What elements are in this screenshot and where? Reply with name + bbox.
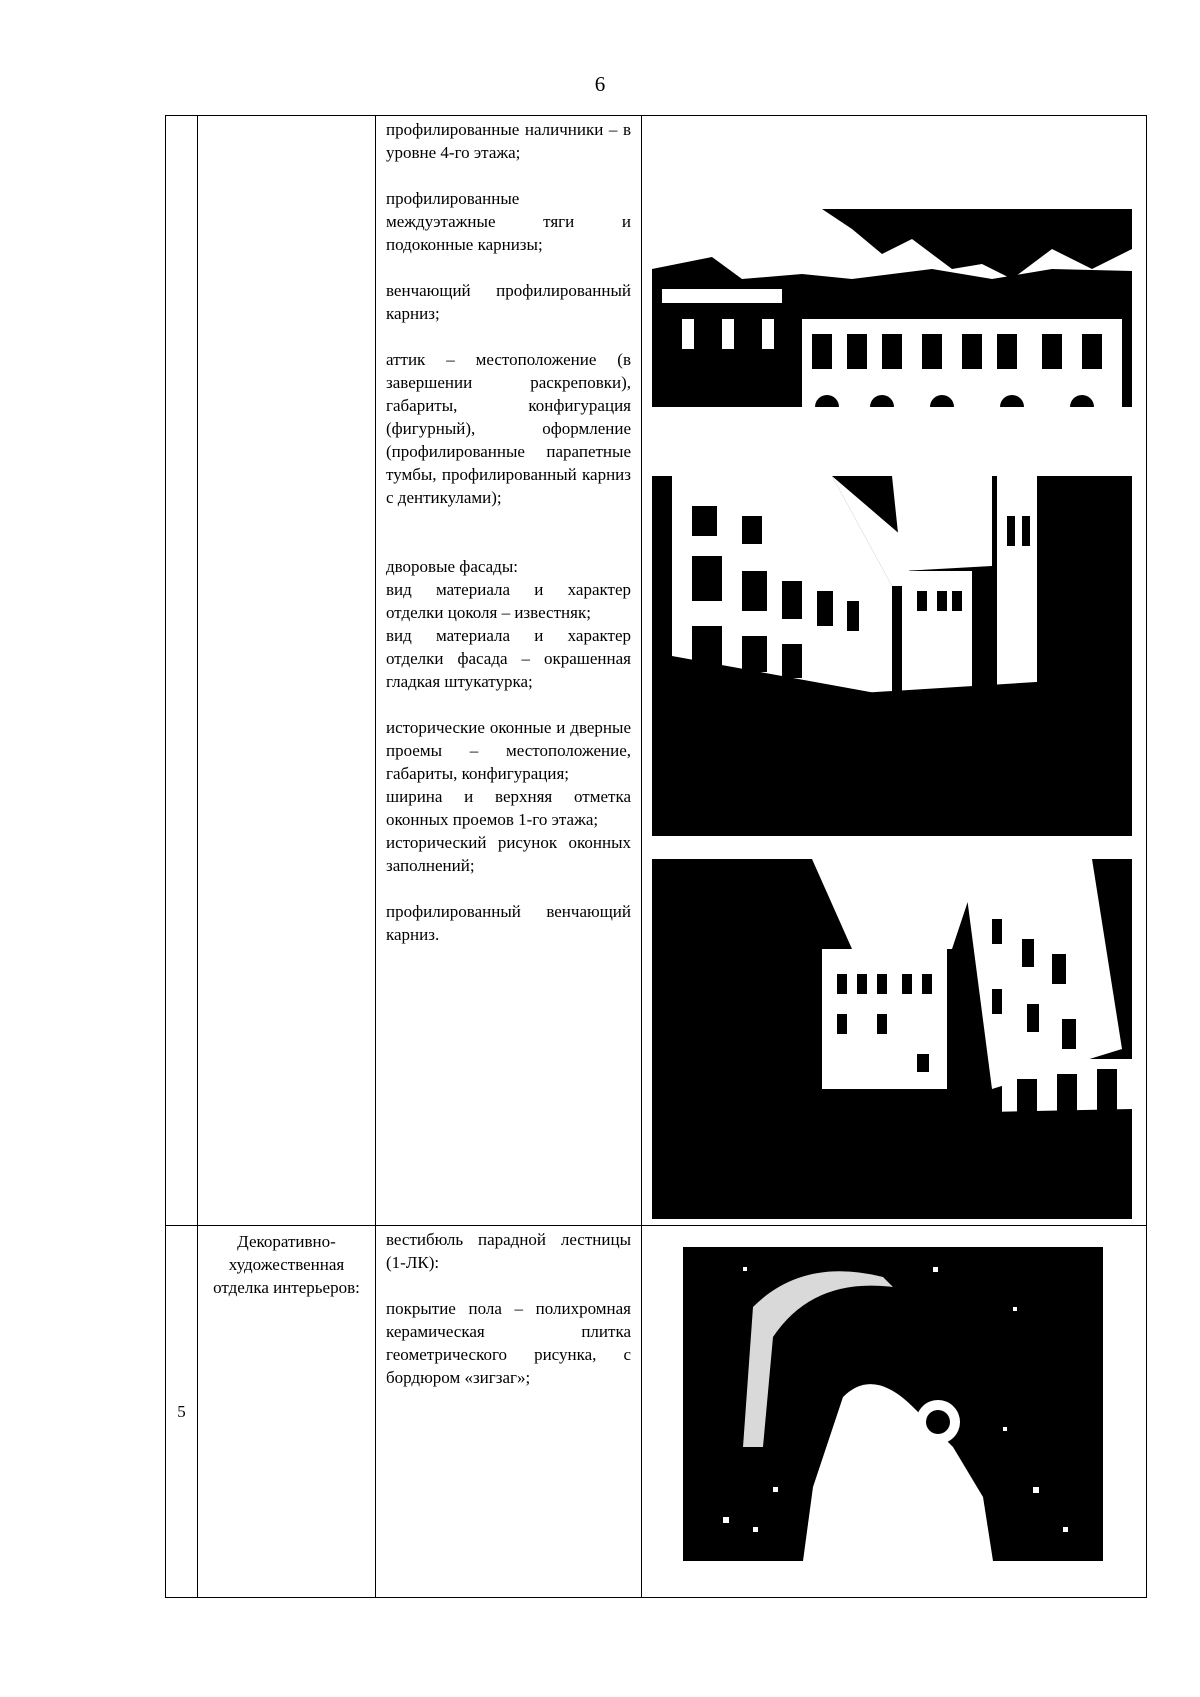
description-paragraph: вестибюль парадной лестницы (1-ЛК): <box>386 1230 631 1272</box>
description-paragraph: исторические оконные и дверные проемы – местоположение, габариты, конфигурация; ширина и верхняя отметка оконных проемов 1-го этажа; исторический рисунок оконных заполнений; <box>386 718 631 875</box>
row-photo-cell <box>642 116 1147 1226</box>
row-description-cell <box>376 1226 642 1598</box>
vestibule-photo <box>683 1247 1103 1561</box>
courtyard-photo <box>652 476 1132 836</box>
page-number: 6 <box>594 72 606 96</box>
description-paragraph: венчающий профилированный карниз; <box>386 281 631 323</box>
description-paragraph: профилированный венчающий карниз. <box>386 902 631 944</box>
description-paragraph: аттик – местоположение (в завершении раскреповки), габариты, конфигурация (фигурный), оформление (профилированные парапетные тумбы, профилированный карниз с дентикулами); <box>386 350 631 507</box>
row-description-cell <box>376 116 642 1226</box>
courtyard-perspective-photo <box>652 859 1132 1219</box>
description-paragraph: профилированные наличники – в уровне 4-го этажа; <box>386 120 631 162</box>
row-number-cell <box>166 116 198 1226</box>
description-paragraph: дворовые фасады: вид материала и характер отделки цоколя – известняк; вид материала и характер отделки фасада – окрашенная гладкая штукатурка; <box>386 557 631 691</box>
row-name-cell: Декоративно-художественная отделка интерьеров: <box>198 1226 376 1598</box>
table-row <box>166 116 1147 1226</box>
facade-photo <box>652 209 1132 407</box>
row-name-cell <box>198 116 376 1226</box>
table-row <box>166 1226 1147 1598</box>
description-paragraph: профилированные междуэтажные тяги и подоконные карнизы; <box>386 189 631 254</box>
description-paragraph: покрытие пола – полихромная керамическая плитка геометрического рисунка, с бордюром «зигзаг»; <box>386 1299 631 1387</box>
row-photo-cell <box>642 1226 1147 1598</box>
monument-subject-table <box>165 115 1147 1598</box>
row-number-cell: 5 <box>166 1226 198 1598</box>
